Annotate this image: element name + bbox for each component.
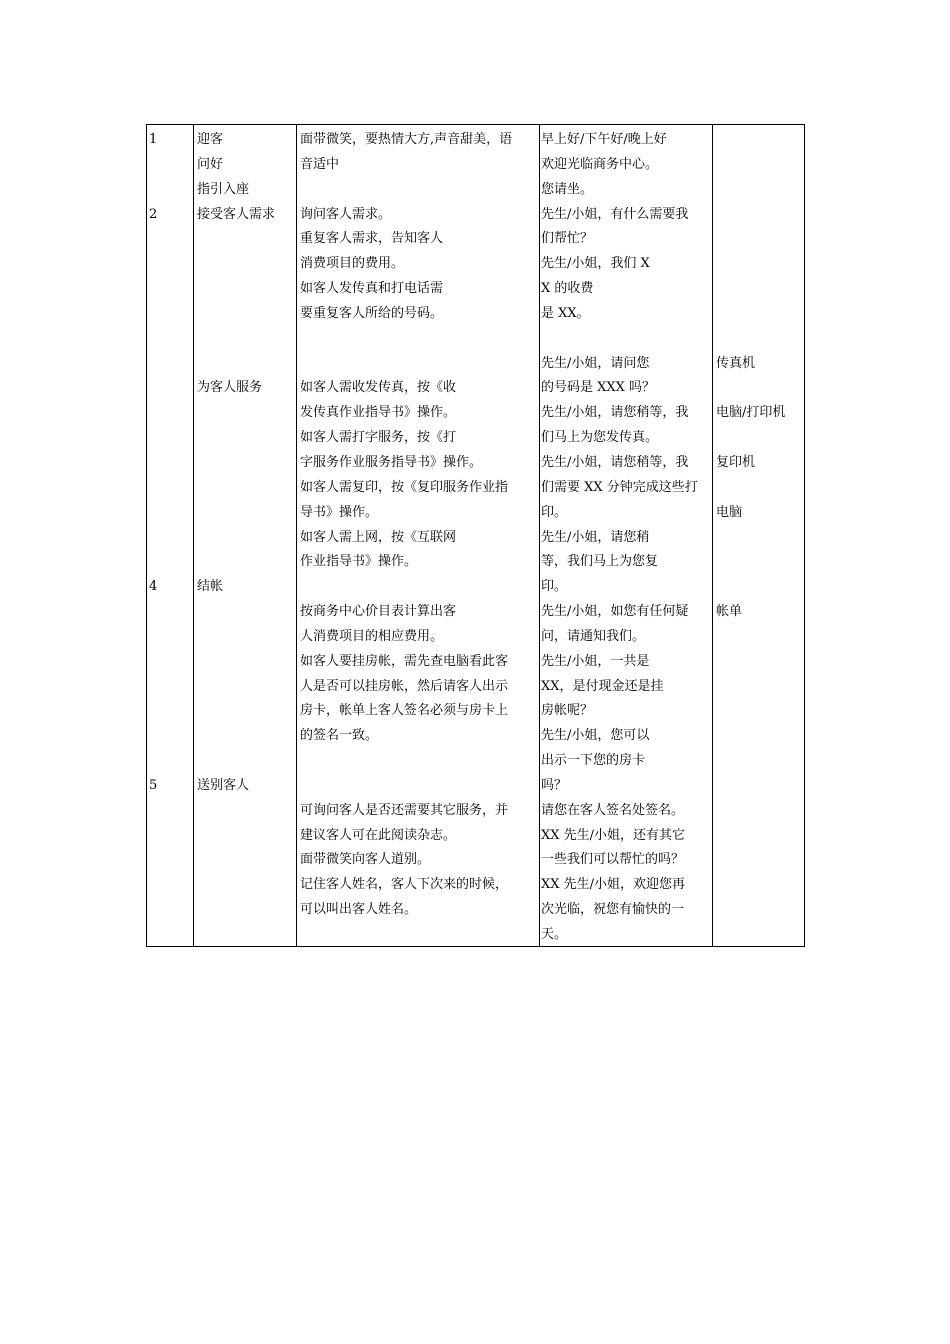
requirement-line: 可询问客人是否还需要其它服务，并: [300, 802, 509, 818]
script-line: 问，请通知我们。: [541, 628, 646, 644]
equipment-line: 复印机: [716, 454, 756, 470]
script-line: 您请坐。: [541, 181, 594, 197]
step-line: [197, 327, 275, 352]
script-line: 房帐呢？: [541, 703, 594, 719]
script-line: 早上好/下午好/晚上好: [541, 132, 667, 147]
no-line: [149, 252, 157, 277]
no-line: 2: [149, 206, 158, 222]
no-line: [149, 476, 157, 501]
script-line: 们马上为您发传真。: [541, 430, 659, 446]
requirement-line: 如客人需打字服务，按《打: [300, 430, 457, 446]
step-line: 接受客人需求: [197, 206, 276, 222]
script-line: 先生/小姐，有什么需要我: [541, 206, 689, 222]
no-line: [149, 625, 157, 650]
no-line: [149, 401, 157, 426]
requirement-line: 可以叫出客人姓名。: [300, 902, 418, 918]
step-number-column: [149, 128, 157, 799]
script-line: 欢迎光临商务中心。: [541, 156, 659, 172]
equipment-line: [716, 476, 785, 501]
script-line: 次光临，祝您有愉快的一: [541, 902, 685, 918]
step-line: [197, 675, 275, 700]
step-line: 结帐: [197, 579, 224, 595]
step-line: [197, 699, 275, 724]
script-line: 先生/小姐，请您稍: [541, 529, 650, 545]
no-line: 4: [149, 579, 158, 595]
requirement-line: [300, 178, 512, 203]
no-line: [149, 277, 157, 302]
service-requirement-column: [300, 128, 512, 923]
script-line: 请您在客人签名处签名。: [541, 802, 685, 818]
script-line: 是 XX。: [541, 305, 590, 321]
script-line: 印。: [541, 504, 568, 520]
step-line: [197, 501, 275, 526]
no-line: 5: [149, 777, 158, 793]
column-divider: [539, 125, 540, 946]
step-line: [197, 227, 275, 252]
script-line: 先生/小姐，您可以: [541, 728, 650, 744]
step-line: 为客人服务: [197, 380, 263, 396]
no-line: [149, 650, 157, 675]
service-script-column: [541, 128, 698, 948]
requirement-line: 人是否可以挂房帐，然后请客人出示: [300, 678, 509, 694]
equipment-line: [716, 178, 785, 203]
script-line: 的号码是 XXX 吗？: [541, 380, 656, 396]
step-line: [197, 252, 275, 277]
equipment-line: [716, 302, 785, 327]
no-line: [149, 675, 157, 700]
equipment-line: [716, 575, 785, 600]
equipment-line: [716, 227, 785, 252]
requirement-line: [300, 352, 512, 377]
equipment-line: [716, 277, 785, 302]
requirement-line: 发传真作业指导书》操作。: [300, 405, 457, 421]
equipment-line: [716, 153, 785, 178]
requirement-line: 如客人需复印，按《复印服务作业指: [300, 479, 509, 495]
step-line: [197, 476, 275, 501]
requirement-line: 人消费项目的相应费用。: [300, 628, 444, 644]
script-line: 天。: [541, 927, 568, 942]
script-line: 一些我们可以帮忙的吗？: [541, 852, 685, 868]
equipment-column: [716, 128, 785, 625]
equipment-line: 传真机: [716, 355, 756, 371]
requirement-line: [300, 575, 512, 600]
step-line: [197, 277, 275, 302]
no-line: [149, 600, 157, 625]
step-line: [197, 749, 275, 774]
requirement-line: 建议客人可在此阅读杂志。: [300, 827, 457, 843]
requirement-line: 记住客人姓名，客人下次来的时候，: [300, 877, 509, 893]
requirement-line: 重复客人需求，告知客人: [300, 231, 444, 247]
script-line: 们帮忙？: [541, 231, 594, 247]
step-line: [197, 302, 275, 327]
no-line: [149, 227, 157, 252]
service-procedure-table: [146, 124, 805, 947]
script-line: 印。: [541, 579, 568, 595]
no-line: [149, 451, 157, 476]
script-line: XX 先生/小姐，还有其它: [541, 827, 686, 843]
requirement-line: 面带微笑向客人道别。: [300, 852, 431, 868]
no-line: [149, 724, 157, 749]
script-line: 先生/小姐，请您稍等，我: [541, 454, 689, 470]
requirement-line: 按商务中心价目表计算出客: [300, 604, 457, 620]
script-line: 先生/小姐，请您稍等，我: [541, 405, 689, 421]
step-line: [197, 625, 275, 650]
script-line: 们需要 XX 分钟完成这些打: [541, 479, 698, 495]
equipment-line: 帐单: [716, 604, 743, 620]
step-line: [197, 724, 275, 749]
requirement-line: 导书》操作。: [300, 504, 379, 520]
requirement-line: 如客人需收发传真，按《收: [300, 380, 457, 396]
requirement-line: 字服务作业服务指导书》操作。: [300, 454, 483, 470]
equipment-line: [716, 327, 785, 352]
no-line: [149, 749, 157, 774]
script-line: XX 先生/小姐，欢迎您再: [541, 877, 686, 893]
step-line: [197, 401, 275, 426]
script-line: 先生/小姐，一共是: [541, 653, 650, 669]
column-divider: [296, 125, 297, 946]
script-line: X 的收费: [541, 281, 594, 297]
equipment-line: [716, 128, 785, 153]
requirement-line: 要重复客人所给的号码。: [300, 305, 444, 321]
script-line: 先生/小姐，请问您: [541, 355, 650, 371]
step-line: [197, 550, 275, 575]
script-line: 先生/小姐，如您有任何疑: [541, 604, 689, 620]
requirement-line: 的签名一致。: [300, 728, 379, 744]
no-line: [149, 178, 157, 203]
equipment-line: [716, 203, 785, 228]
equipment-line: [716, 426, 785, 451]
step-line: [197, 451, 275, 476]
step-line: [197, 426, 275, 451]
requirement-line: 作业指导书》操作。: [300, 554, 418, 570]
step-line: 迎客: [197, 132, 224, 147]
equipment-line: [716, 376, 785, 401]
no-line: [149, 153, 157, 178]
requirement-line: 如客人发传真和打电话需: [300, 281, 444, 297]
column-divider: [712, 125, 713, 946]
step-line: 指引入座: [197, 181, 250, 197]
step-line: 送别客人: [197, 777, 250, 793]
script-line: 出示一下您的房卡: [541, 753, 646, 769]
no-line: [149, 426, 157, 451]
requirement-line: [300, 749, 512, 774]
requirement-line: 音适中: [300, 156, 340, 172]
step-line: 问好: [197, 156, 224, 172]
no-line: [149, 352, 157, 377]
requirement-line: [300, 774, 512, 799]
no-line: [149, 699, 157, 724]
script-line: 吗？: [541, 777, 568, 793]
no-line: [149, 327, 157, 352]
step-line: [197, 650, 275, 675]
script-line: XX，是付现金还是挂: [541, 678, 664, 694]
requirement-line: 房卡，帐单上客人签名必须与房卡上: [300, 703, 509, 719]
column-divider: [193, 125, 194, 946]
requirement-line: 询问客人需求。: [300, 206, 392, 222]
equipment-line: 电脑: [716, 504, 743, 520]
requirement-line: 面带微笑，要热情大方,声音甜美，语: [300, 132, 513, 147]
step-line: [197, 600, 275, 625]
equipment-line: [716, 252, 785, 277]
equipment-line: [716, 526, 785, 551]
step-line: [197, 352, 275, 377]
equipment-line: 电脑/打印机: [716, 405, 786, 421]
no-line: [149, 376, 157, 401]
script-line: 等，我们马上为您复: [541, 554, 659, 570]
no-line: 1: [149, 132, 158, 147]
step-name-column: [197, 128, 275, 799]
requirement-line: 如客人需上网，按《互联网: [300, 529, 457, 545]
step-line: [197, 526, 275, 551]
no-line: [149, 526, 157, 551]
no-line: [149, 302, 157, 327]
equipment-line: [716, 550, 785, 575]
requirement-line: 如客人要挂房帐，需先查电脑看此客: [300, 653, 509, 669]
requirement-line: 消费项目的费用。: [300, 256, 405, 272]
script-line: 先生/小姐，我们 X: [541, 256, 650, 272]
no-line: [149, 550, 157, 575]
script-line: [541, 327, 698, 352]
no-line: [149, 501, 157, 526]
requirement-line: [300, 327, 512, 352]
